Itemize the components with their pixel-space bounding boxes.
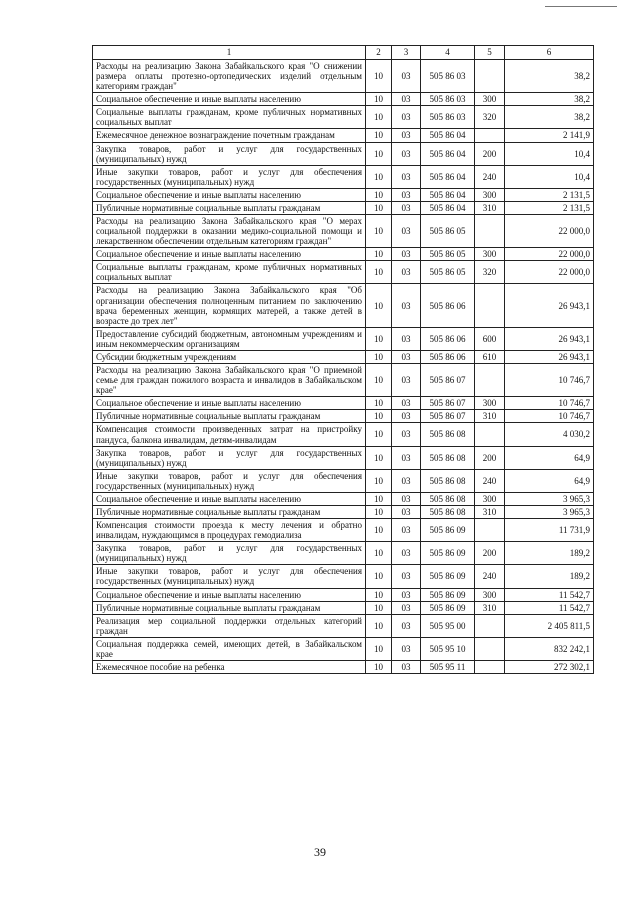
target-article-code: 505 86 05 <box>421 215 475 248</box>
target-article-code: 505 86 04 <box>421 188 475 201</box>
amount-value: 26 943,1 <box>505 350 594 363</box>
column-header: 2 <box>366 46 392 60</box>
subsection-code: 03 <box>392 492 421 505</box>
target-article-code: 505 86 07 <box>421 397 475 410</box>
table-row <box>93 519 594 542</box>
section-code: 10 <box>366 60 392 93</box>
row-description: Закупка товаров, работ и услуг для государственных (муниципальных) нужд <box>93 542 366 565</box>
amount-value: 64,9 <box>505 446 594 469</box>
amount-value: 2 131,5 <box>505 201 594 214</box>
row-description: Иные закупки товаров, работ и услуг для обеспечения государственных (муниципальных) нужд <box>93 469 366 492</box>
row-description: Социальное обеспечение и иные выплаты населению <box>93 248 366 261</box>
expense-type-code: 610 <box>475 350 505 363</box>
target-article-code: 505 86 09 <box>421 601 475 614</box>
expense-type-code: 310 <box>475 410 505 423</box>
amount-value: 2 141,9 <box>505 129 594 142</box>
expense-type-code: 240 <box>475 565 505 588</box>
target-article-code: 505 86 07 <box>421 410 475 423</box>
target-article-code: 505 86 04 <box>421 129 475 142</box>
expense-type-code <box>475 60 505 93</box>
table-row <box>93 505 594 518</box>
row-description: Иные закупки товаров, работ и услуг для обеспечения государственных (муниципальных) нужд <box>93 565 366 588</box>
target-article-code: 505 86 03 <box>421 93 475 106</box>
expense-type-code: 300 <box>475 248 505 261</box>
row-description: Социальное обеспечение и иные выплаты населению <box>93 397 366 410</box>
subsection-code: 03 <box>392 327 421 350</box>
target-article-code: 505 86 08 <box>421 505 475 518</box>
row-description: Расходы на реализацию Закона Забайкальского края "О снижении размера оплаты протезно-ортопедических изделий отдельным категориям граждан" <box>93 60 366 93</box>
expense-type-code <box>475 423 505 446</box>
subsection-code: 03 <box>392 423 421 446</box>
section-code: 10 <box>366 248 392 261</box>
row-description: Социальное обеспечение и иные выплаты населению <box>93 188 366 201</box>
subsection-code: 03 <box>392 142 421 165</box>
target-article-code: 505 86 05 <box>421 261 475 284</box>
amount-value: 3 965,3 <box>505 492 594 505</box>
expense-type-code: 200 <box>475 446 505 469</box>
table-row <box>93 284 594 327</box>
amount-value: 64,9 <box>505 469 594 492</box>
section-code: 10 <box>366 165 392 188</box>
expense-type-code: 310 <box>475 505 505 518</box>
subsection-code: 03 <box>392 542 421 565</box>
row-description: Социальное обеспечение и иные выплаты населению <box>93 588 366 601</box>
row-description: Публичные нормативные социальные выплаты гражданам <box>93 410 366 423</box>
expense-type-code: 300 <box>475 397 505 410</box>
subsection-code: 03 <box>392 446 421 469</box>
expense-type-code: 200 <box>475 542 505 565</box>
target-article-code: 505 86 07 <box>421 364 475 397</box>
expense-type-code <box>475 660 505 673</box>
expense-type-code: 320 <box>475 261 505 284</box>
table-row <box>93 215 594 248</box>
amount-value: 3 965,3 <box>505 505 594 518</box>
top-rule <box>545 6 617 7</box>
amount-value: 272 302,1 <box>505 660 594 673</box>
table-row <box>93 248 594 261</box>
section-code: 10 <box>366 129 392 142</box>
expense-type-code: 310 <box>475 201 505 214</box>
amount-value: 11 542,7 <box>505 601 594 614</box>
row-description: Социальная поддержка семей, имеющих детей, в Забайкальском крае <box>93 637 366 660</box>
table-row <box>93 327 594 350</box>
subsection-code: 03 <box>392 588 421 601</box>
row-description: Иные закупки товаров, работ и услуг для обеспечения государственных (муниципальных) нужд <box>93 165 366 188</box>
expense-type-code: 300 <box>475 588 505 601</box>
row-description: Закупка товаров, работ и услуг для государственных (муниципальных) нужд <box>93 142 366 165</box>
section-code: 10 <box>366 614 392 637</box>
target-article-code: 505 86 03 <box>421 60 475 93</box>
row-description: Социальное обеспечение и иные выплаты населению <box>93 492 366 505</box>
target-article-code: 505 86 06 <box>421 327 475 350</box>
section-code: 10 <box>366 423 392 446</box>
expense-type-code <box>475 519 505 542</box>
amount-value: 10,4 <box>505 165 594 188</box>
subsection-code: 03 <box>392 519 421 542</box>
subsection-code: 03 <box>392 284 421 327</box>
amount-value: 832 242,1 <box>505 637 594 660</box>
expense-type-code: 600 <box>475 327 505 350</box>
section-code: 10 <box>366 142 392 165</box>
row-description: Предоставление субсидий бюджетным, автономным учреждениям и иным некоммерческим организациям <box>93 327 366 350</box>
subsection-code: 03 <box>392 410 421 423</box>
amount-value: 26 943,1 <box>505 327 594 350</box>
table-row <box>93 469 594 492</box>
target-article-code: 505 86 04 <box>421 201 475 214</box>
target-article-code: 505 86 08 <box>421 492 475 505</box>
table-row <box>93 660 594 673</box>
amount-value: 22 000,0 <box>505 248 594 261</box>
target-article-code: 505 86 06 <box>421 284 475 327</box>
amount-value: 38,2 <box>505 106 594 129</box>
target-article-code: 505 86 09 <box>421 519 475 542</box>
expense-type-code: 240 <box>475 165 505 188</box>
expense-type-code <box>475 614 505 637</box>
table-row <box>93 637 594 660</box>
amount-value: 22 000,0 <box>505 261 594 284</box>
section-code: 10 <box>366 542 392 565</box>
amount-value: 189,2 <box>505 542 594 565</box>
target-article-code: 505 86 04 <box>421 165 475 188</box>
row-description: Социальные выплаты гражданам, кроме публичных нормативных социальных выплат <box>93 261 366 284</box>
row-description: Компенсация стоимости проезда к месту лечения и обратно инвалидам, нуждающимся в процедурах гемодиализа <box>93 519 366 542</box>
section-code: 10 <box>366 93 392 106</box>
subsection-code: 03 <box>392 637 421 660</box>
row-description: Расходы на реализацию Закона Забайкальского края "О мерах социальной поддержки в оказании медико-социальной помощи и лекарственном обеспечении отдельным категориям граждан" <box>93 215 366 248</box>
subsection-code: 03 <box>392 60 421 93</box>
section-code: 10 <box>366 469 392 492</box>
section-code: 10 <box>366 261 392 284</box>
row-description: Публичные нормативные социальные выплаты гражданам <box>93 505 366 518</box>
expense-type-code <box>475 637 505 660</box>
section-code: 10 <box>366 215 392 248</box>
target-article-code: 505 86 09 <box>421 542 475 565</box>
subsection-code: 03 <box>392 601 421 614</box>
expense-type-code <box>475 215 505 248</box>
section-code: 10 <box>366 364 392 397</box>
subsection-code: 03 <box>392 188 421 201</box>
expense-type-code: 200 <box>475 142 505 165</box>
amount-value: 26 943,1 <box>505 284 594 327</box>
amount-value: 38,2 <box>505 60 594 93</box>
table-row <box>93 165 594 188</box>
row-description: Закупка товаров, работ и услуг для государственных (муниципальных) нужд <box>93 446 366 469</box>
target-article-code: 505 86 08 <box>421 446 475 469</box>
target-article-code: 505 86 09 <box>421 588 475 601</box>
table-row <box>93 129 594 142</box>
table-row <box>93 423 594 446</box>
subsection-code: 03 <box>392 505 421 518</box>
column-header: 3 <box>392 46 421 60</box>
table-row <box>93 106 594 129</box>
table-row <box>93 142 594 165</box>
amount-value: 4 030,2 <box>505 423 594 446</box>
table-body <box>93 60 594 674</box>
section-code: 10 <box>366 106 392 129</box>
row-description: Социальное обеспечение и иные выплаты населению <box>93 93 366 106</box>
table-row <box>93 261 594 284</box>
row-description: Публичные нормативные социальные выплаты гражданам <box>93 201 366 214</box>
subsection-code: 03 <box>392 93 421 106</box>
expense-type-code <box>475 284 505 327</box>
section-code: 10 <box>366 601 392 614</box>
expense-type-code: 310 <box>475 601 505 614</box>
section-code: 10 <box>366 446 392 469</box>
subsection-code: 03 <box>392 397 421 410</box>
amount-value: 38,2 <box>505 93 594 106</box>
expense-type-code: 300 <box>475 93 505 106</box>
section-code: 10 <box>366 327 392 350</box>
table-row <box>93 614 594 637</box>
amount-value: 189,2 <box>505 565 594 588</box>
table-row <box>93 350 594 363</box>
target-article-code: 505 95 10 <box>421 637 475 660</box>
row-description: Социальные выплаты гражданам, кроме публичных нормативных социальных выплат <box>93 106 366 129</box>
expense-type-code: 300 <box>475 492 505 505</box>
row-description: Компенсация стоимости произведенных затрат на пристройку пандуса, балкона инвалидам, детям-инвалидам <box>93 423 366 446</box>
subsection-code: 03 <box>392 106 421 129</box>
target-article-code: 505 95 11 <box>421 660 475 673</box>
row-description: Ежемесячное пособие на ребенка <box>93 660 366 673</box>
section-code: 10 <box>366 492 392 505</box>
column-header: 5 <box>475 46 505 60</box>
table-row <box>93 601 594 614</box>
row-description: Ежемесячное денежное вознаграждение почетным гражданам <box>93 129 366 142</box>
subsection-code: 03 <box>392 215 421 248</box>
amount-value: 11 542,7 <box>505 588 594 601</box>
amount-value: 11 731,9 <box>505 519 594 542</box>
expense-type-code: 240 <box>475 469 505 492</box>
amount-value: 2 131,5 <box>505 188 594 201</box>
section-code: 10 <box>366 660 392 673</box>
subsection-code: 03 <box>392 364 421 397</box>
subsection-code: 03 <box>392 469 421 492</box>
amount-value: 10 746,7 <box>505 410 594 423</box>
table-row <box>93 364 594 397</box>
target-article-code: 505 86 03 <box>421 106 475 129</box>
table-row <box>93 93 594 106</box>
column-header: 4 <box>421 46 475 60</box>
subsection-code: 03 <box>392 660 421 673</box>
table-row <box>93 542 594 565</box>
subsection-code: 03 <box>392 565 421 588</box>
target-article-code: 505 86 08 <box>421 469 475 492</box>
subsection-code: 03 <box>392 165 421 188</box>
row-description: Субсидии бюджетным учреждениям <box>93 350 366 363</box>
expense-type-code <box>475 364 505 397</box>
table-row <box>93 188 594 201</box>
section-code: 10 <box>366 565 392 588</box>
target-article-code: 505 86 04 <box>421 142 475 165</box>
target-article-code: 505 86 08 <box>421 423 475 446</box>
expense-type-code <box>475 129 505 142</box>
table-row <box>93 565 594 588</box>
section-code: 10 <box>366 350 392 363</box>
amount-value: 22 000,0 <box>505 215 594 248</box>
amount-value: 2 405 811,5 <box>505 614 594 637</box>
amount-value: 10 746,7 <box>505 397 594 410</box>
section-code: 10 <box>366 201 392 214</box>
section-code: 10 <box>366 188 392 201</box>
table-row <box>93 201 594 214</box>
target-article-code: 505 86 05 <box>421 248 475 261</box>
table-row <box>93 588 594 601</box>
column-header: 6 <box>505 46 594 60</box>
expense-type-code: 320 <box>475 106 505 129</box>
budget-table <box>92 45 594 674</box>
section-code: 10 <box>366 637 392 660</box>
table-row <box>93 492 594 505</box>
subsection-code: 03 <box>392 129 421 142</box>
page-number: 39 <box>314 845 326 859</box>
target-article-code: 505 95 00 <box>421 614 475 637</box>
target-article-code: 505 86 06 <box>421 350 475 363</box>
subsection-code: 03 <box>392 201 421 214</box>
subsection-code: 03 <box>392 350 421 363</box>
column-header: 1 <box>93 46 366 60</box>
table-row <box>93 60 594 93</box>
amount-value: 10 746,7 <box>505 364 594 397</box>
table-row <box>93 410 594 423</box>
table-row <box>93 397 594 410</box>
subsection-code: 03 <box>392 614 421 637</box>
target-article-code: 505 86 09 <box>421 565 475 588</box>
section-code: 10 <box>366 397 392 410</box>
row-description: Реализация мер социальной поддержки отдельных категорий граждан <box>93 614 366 637</box>
section-code: 10 <box>366 505 392 518</box>
table-row <box>93 446 594 469</box>
section-code: 10 <box>366 519 392 542</box>
section-code: 10 <box>366 588 392 601</box>
subsection-code: 03 <box>392 261 421 284</box>
amount-value: 10,4 <box>505 142 594 165</box>
subsection-code: 03 <box>392 248 421 261</box>
row-description: Расходы на реализацию Закона Забайкальского края "О приемной семье для граждан пожилого возраста и инвалидов в Забайкальском крае" <box>93 364 366 397</box>
row-description: Публичные нормативные социальные выплаты гражданам <box>93 601 366 614</box>
header-row <box>93 46 594 60</box>
row-description: Расходы на реализацию Закона Забайкальского края "Об организации обеспечения полноценным питанием по заключению врача беременных женщин, кормящих матерей, а также детей в возрасте до трех лет" <box>93 284 366 327</box>
section-code: 10 <box>366 410 392 423</box>
section-code: 10 <box>366 284 392 327</box>
expense-type-code: 300 <box>475 188 505 201</box>
